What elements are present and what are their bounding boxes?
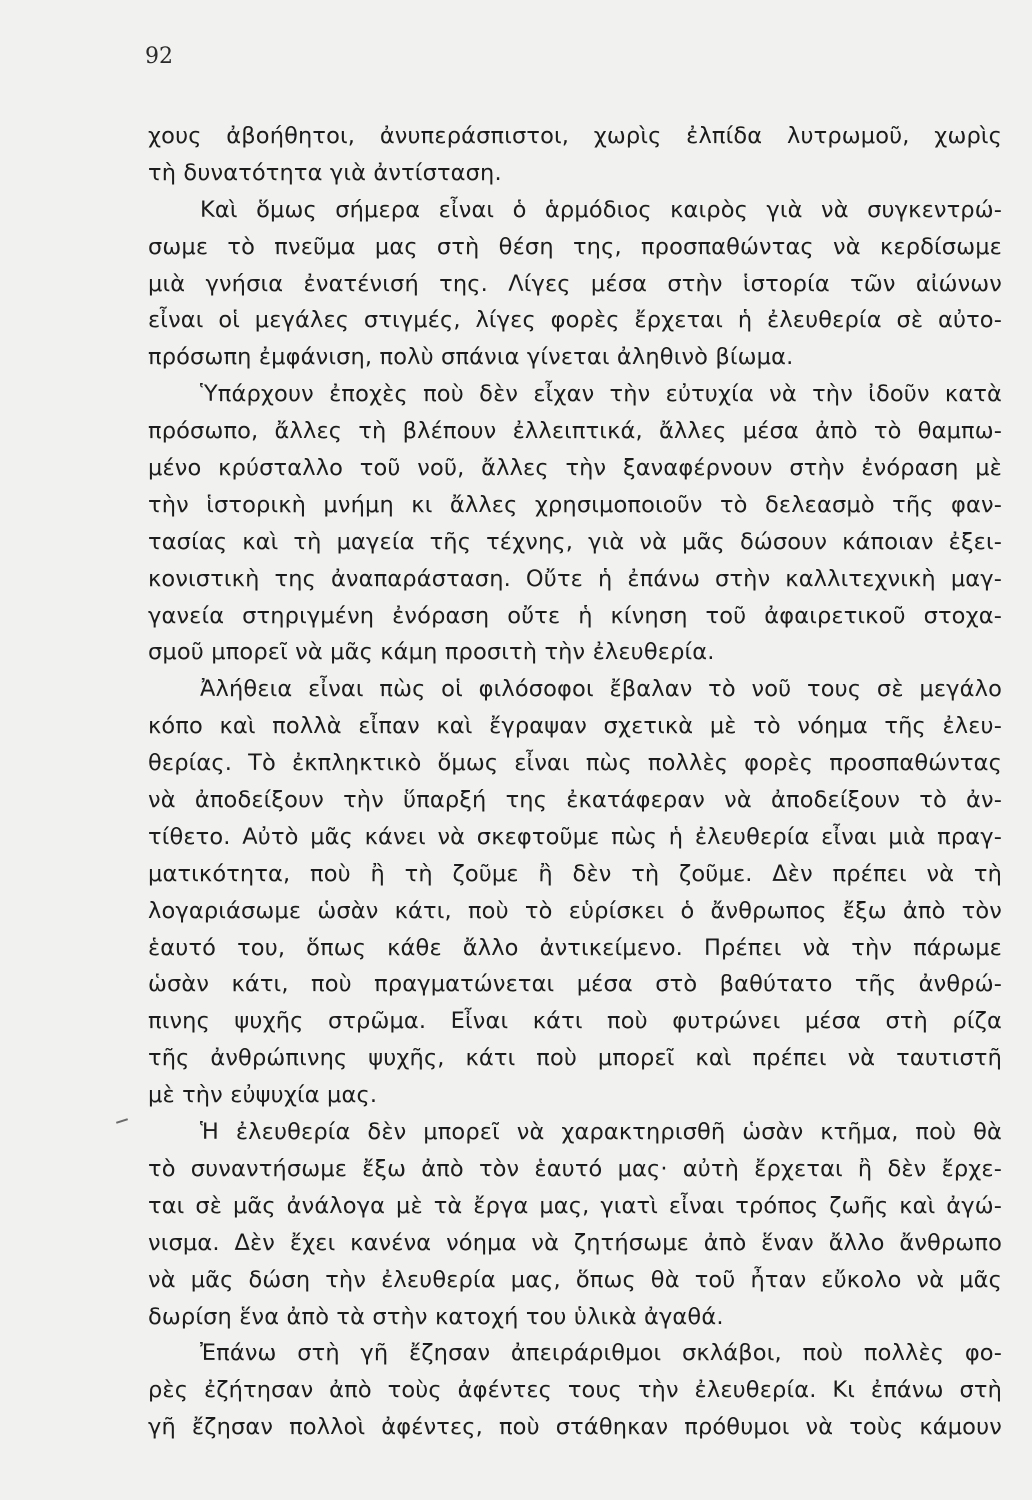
text-line: ματικότητα, ποὺ ἢ τὴ ζοῦμε ἢ δὲν τὴ ζοῦμε. Δὲν πρέπει νὰ τὴ [148,860,1002,887]
text-line: Ὑπάρχουν ἐποχὲς ποὺ δὲν εἶχαν τὴν εὐτυχία νὰ τὴν ἰδοῦν κατὰ [200,381,1002,408]
text-line: Καὶ ὅμως σήμερα εἶναι ὁ ἁρμόδιος καιρὸς γιὰ νὰ συγκεντρώ- [200,196,1002,223]
text-line: σωμε τὸ πνεῦμα μας στὴ θέση της, προσπαθώντας νὰ κερδίσωμε [148,233,1002,260]
text-line: γανεία στηριγμένη ἐνόραση οὔτε ἡ κίνηση τοῦ ἀφαιρετικοῦ στοχα- [148,602,1002,629]
text-line: γῆ ἔζησαν πολλοὶ ἀφέντες, ποὺ στάθηκαν πρόθυμοι νὰ τοὺς κάμουν [148,1414,1002,1441]
text-line: Ἡ ἐλευθερία δὲν μπορεῖ νὰ χαρακτηρισθῆ ὡσὰν κτῆμα, ποὺ θὰ [200,1119,1002,1146]
text-line: εἶναι οἱ μεγάλες στιγμές, λίγες φορὲς ἔρχεται ἡ ἐλευθερία σὲ αὐτο- [148,307,1002,334]
text-line: κονιστικὴ της ἀναπαράσταση. Οὔτε ἡ ἐπάνω στὴν καλλιτεχνικὴ μαγ- [148,565,1002,592]
text-line: κόπο καὶ πολλὰ εἶπαν καὶ ἔγραψαν σχετικὰ μὲ τὸ νόημα τῆς ἐλευ- [148,713,1002,740]
text-line: μένο κρύσταλλο τοῦ νοῦ, ἄλλες τὴν ξαναφέρνουν στὴν ἐνόραση μὲ [148,455,1002,482]
text-line: θερίας. Τὸ ἐκπληκτικὸ ὅμως εἶναι πὼς πολλὲς φορὲς προσπαθώντας [148,750,1002,777]
text-line: Ἀλήθεια εἶναι πὼς οἱ φιλόσοφοι ἔβαλαν τὸ νοῦ τους σὲ μεγάλο [200,676,1002,703]
text-line: τὴ δυνατότητα γιὰ ἀντίσταση. [148,159,502,186]
text-line: δωρίση ἕνα ἀπὸ τὰ στὴν κατοχή του ὑλικὰ ἀγαθά. [148,1303,724,1330]
page-number: 92 [145,44,173,69]
text-line: χους ἀβοήθητοι, ἀνυπεράσπιστοι, χωρὶς ἐλπίδα λυτρωμοῦ, χωρὶς [148,123,1002,149]
text-line: τὴν ἱστορικὴ μνήμη κι ἄλλες χρησιμοποιοῦν τὸ δελεασμὸ τῆς φαν- [148,491,1002,518]
text-line: τῆς ἀνθρώπινης ψυχῆς, κάτι ποὺ μπορεῖ καὶ πρέπει νὰ ταυτιστῆ [148,1045,1002,1072]
text-line: Ἐπάνω στὴ γῆ ἔζησαν ἀπειράριθμοι σκλάβοι, ποὺ πολλὲς φο- [200,1340,1002,1367]
text-line: πρόσωπη ἐμφάνιση, πολὺ σπάνια γίνεται ἀληθινὸ βίωμα. [148,344,794,371]
text-line: πρόσωπο, ἄλλες τὴ βλέπουν ἐλλειπτικά, ἄλλες μέσα ἀπὸ τὸ θαμπω- [148,418,1002,445]
text-line: μὲ τὴν εὐψυχία μας. [148,1082,378,1109]
body-text [148,118,1002,1446]
text-line: τίθετο. Αὐτὸ μᾶς κάνει νὰ σκεφτοῦμε πὼς ἡ ἐλευθερία εἶναι μιὰ πραγ- [148,823,1002,850]
text-line: νὰ μᾶς δώση τὴν ἐλευθερία μας, ὅπως θὰ τοῦ ἦταν εὔκολο νὰ μᾶς [148,1266,1002,1293]
text-line: νὰ ἀποδείξουν τὴν ὕπαρξή της ἐκατάφεραν νὰ ἀποδείξουν τὸ ἀν- [148,787,1002,814]
text-line: ρὲς ἐζήτησαν ἀπὸ τοὺς ἀφέντες τους τὴν ἐλευθερία. Κι ἐπάνω στὴ [148,1377,1002,1404]
text-line: ὡσὰν κάτι, ποὺ πραγματώνεται μέσα στὸ βαθύτατο τῆς ἀνθρώ- [148,971,1002,998]
text-line: ται σὲ μᾶς ἀνάλογα μὲ τὰ ἔργα μας, γιατὶ εἶναι τρόπος ζωῆς καὶ ἀγώ- [148,1192,1002,1219]
text-line: πινης ψυχῆς στρῶμα. Εἶναι κάτι ποὺ φυτρώνει μέσα στὴ ρίζα [148,1008,1002,1035]
text-line: μιὰ γνήσια ἐνατένισή της. Λίγες μέσα στὴν ἱστορία τῶν αἰώνων [148,270,1002,297]
text-line: λογαριάσωμε ὡσὰν κάτι, ποὺ τὸ εὑρίσκει ὁ ἄνθρωπος ἔξω ἀπὸ τὸν [148,897,1002,924]
text-line: νισμα. Δὲν ἔχει κανένα νόημα νὰ ζητήσωμε ἀπὸ ἕναν ἄλλο ἄνθρωπο [148,1229,1002,1256]
text-line: ἑαυτό του, ὅπως κάθε ἄλλο ἀντικείμενο. Πρέπει νὰ τὴν πάρωμε [148,934,1002,961]
text-line: σμοῦ μπορεῖ νὰ μᾶς κάμη προσιτὴ τὴν ἐλευθερία. [148,639,715,666]
margin-mark [116,1118,128,1124]
text-line: τασίας καὶ τὴ μαγεία τῆς τέχνης, γιὰ νὰ μᾶς δώσουν κάποιαν ἐξει- [148,528,1002,555]
text-line: τὸ συναντήσωμε ἔξω ἀπὸ τὸν ἑαυτό μας· αὐτὴ ἔρχεται ἢ δὲν ἔρχε- [148,1155,1002,1182]
